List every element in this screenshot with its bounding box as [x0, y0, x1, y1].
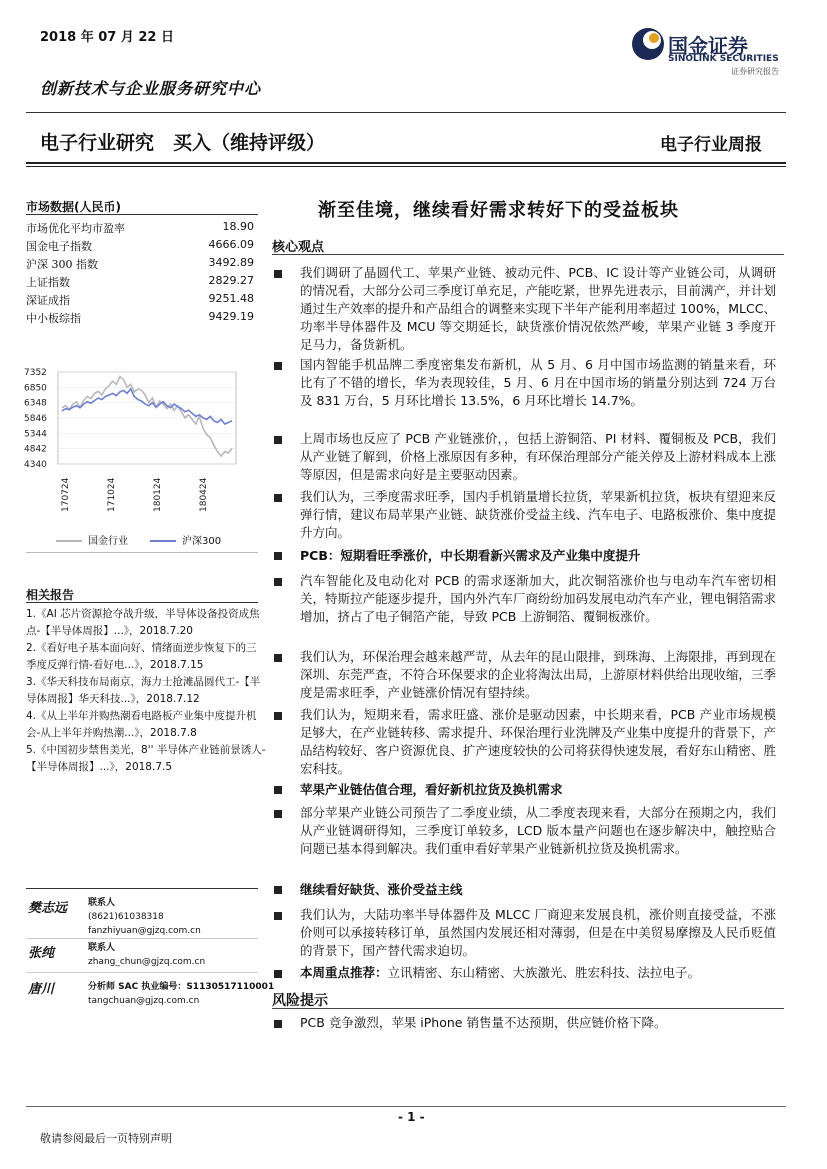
analyst-info: 联系人 (8621)61038318 fanzhiyuan@gjzq.com.cn [88, 898, 201, 936]
market-row: 国金电子指数 4666.09 [26, 238, 254, 253]
market-row: 市场优化平均市盈率 18.90 [26, 220, 254, 235]
sinolink-logo-icon [630, 26, 666, 62]
related-reports-title: 相关报告 [26, 588, 75, 602]
bullet-square-icon [274, 494, 282, 502]
analyst-name: 唐川 [28, 982, 55, 997]
x-tick-label: 170724 [61, 477, 71, 512]
bullet-square-icon [274, 712, 282, 720]
x-tick-label: 180424 [199, 477, 209, 512]
bullet-square-icon [274, 786, 282, 794]
header-rule-top [26, 112, 786, 113]
related-report-item[interactable]: 3.《华天科技布局南京，海力士抢滩晶圆代工-【半导体周报】华天科技...》，2018.7.12 [26, 676, 261, 705]
core-paragraph: 上周市场也反应了 PCB 产业链涨价，，包括上游铜箔、PI 材料、覆铜板及 PCB，我们从产业链了解到，价格上涨原因有多种，有环保治理部分产能关停及上游材料成本上涨等原因，但是需求向好是主要驱动因素。 [300, 431, 776, 482]
analyst-name: 张纯 [28, 946, 55, 961]
legend-line-gray [56, 540, 82, 542]
analyst-email[interactable]: zhang_chun@gjzq.com.cn [88, 957, 206, 967]
apple-paragraph: 部分苹果产业链公司预告了二季度业绩，从二季度表现来看，大部分在预期之内，我们从产业链调研得知，三季度订单较多，LCD 版本量产问题也在逐步解决中，触控贴合问题已基本得到解决。我们重申看好苹果产业链新机拉货及换机需求。 [300, 805, 776, 856]
bullet-square-icon [274, 552, 282, 560]
report-date: 2018 年 07 月 22 日 [40, 30, 174, 45]
apple-subheading: 苹果产业链估值合理，看好新机拉货及换机需求 [300, 782, 563, 797]
core-paragraph: 国内智能手机品牌二季度密集发布新机，从 5 月、6 月中国市场监测的销量来看，环比有了不错的增长，华为表现较佳，5 月、6 月在中国市场的销量分别达到 724 万台及 831 万台，5 月环比增长 13.5%，6 月环比增长 14.7%。 [300, 357, 776, 408]
bullet-square-icon [274, 970, 282, 978]
bullet-square-icon [274, 810, 282, 818]
market-row: 沪深 300 指数 3492.89 [26, 256, 254, 271]
bullet-square-icon [274, 436, 282, 444]
core-view-rule [272, 254, 784, 255]
y-tick-label: 5344 [24, 429, 47, 440]
bullet-square-icon [274, 912, 282, 920]
pcb-subheading: PCB：短期看旺季涨价，中长期看新兴需求及产业集中度提升 [300, 548, 641, 563]
industry-rating: 电子行业研究 买入（维持评级） [40, 132, 326, 154]
pcb-paragraph: 我们认为，环保治理会越来越严苛，从去年的昆山限排，到珠海、上海限排，再到现在深圳、东莞严查，不符合环保要求的企业将淘汰出局，上游原材料供给出现收缩，三季度是需求旺季，产业链涨价情况有望持续。 [300, 649, 776, 700]
analyst-divider [26, 938, 258, 939]
market-row: 上证指数 2829.27 [26, 274, 254, 289]
related-report-item[interactable]: 2.《看好电子基本面向好、情绪面逆步恢复下的三季度反弹行情-看好电...》，2018.7.15 [26, 642, 257, 671]
risk-paragraph: PCB 竞争激烈，苹果 iPhone 销售量不达预期，供应链价格下降。 [300, 1015, 667, 1030]
series-line-1 [62, 389, 232, 424]
report-title: 渐至佳境，继续看好需求转好下的受益板块 [318, 200, 679, 221]
bullet-square-icon [274, 270, 282, 278]
index-chart [22, 360, 262, 530]
analyst-email[interactable]: tangchuan@gjzq.com.cn [88, 996, 200, 1006]
market-row: 中小板综指 9429.19 [26, 310, 254, 325]
shortage-subheading: 继续看好缺货、涨价受益主线 [300, 882, 463, 897]
page-number: - 1 - [398, 1110, 425, 1124]
recommendation: 本周重点推荐：立讯精密、东山精密、大族激光、胜宏科技、法拉电子。 [300, 965, 701, 980]
analyst-email[interactable]: fanzhiyuan@gjzq.com.cn [88, 926, 201, 936]
y-tick-label: 7352 [24, 368, 47, 378]
y-tick-label: 6850 [24, 383, 47, 394]
legend-item-industry: 国金行业 [56, 532, 128, 547]
analyst-divider [26, 972, 258, 973]
y-tick-label: 6348 [24, 398, 47, 409]
logo-cn: 国金证券 [668, 34, 748, 58]
analyst-info: 联系人 zhang_chun@gjzq.com.cn [88, 943, 206, 967]
disclaimer-note: 敬请参阅最后一页特别声明 [40, 1132, 172, 1145]
shortage-paragraph: 我们认为，大陆功率半导体器件及 MLCC 厂商迎来发展良机，涨价则直接受益，不涨价则可以承接转移订单，虽然国内发展还相对薄弱，但是在中美贸易摩擦及人民币贬值的背景下，国产替代需求迫切。 [300, 907, 776, 958]
risk-rule [272, 1008, 784, 1009]
footer-rule [26, 1106, 786, 1107]
market-data-title: 市场数据(人民币) [26, 200, 121, 214]
bullet-square-icon [274, 578, 282, 586]
legend-line-blue [150, 540, 176, 542]
pcb-paragraph: 我们认为，短期来看，需求旺盛、涨价是驱动因素，中长期来看，PCB 产业市场规模足够大，在产业链转移、需求提升、环保治理行业洗牌及产业集中度提升的背景下，产品结构较好、客户资源优良、扩产速度较快的公司将获得快速发展，看好东山精密、胜宏科技。 [300, 707, 776, 776]
chart-rule [26, 552, 258, 553]
bullet-square-icon [274, 1020, 282, 1028]
y-tick-label: 4842 [24, 444, 47, 455]
research-center: 创新技术与企业服务研究中心 [40, 79, 262, 98]
related-report-item[interactable]: 4.《从上半年并购热潮看电路板产业集中度提升机会-从上半年并购热潮...》，2018.7.8 [26, 710, 257, 739]
risk-title: 风险提示 [272, 993, 328, 1009]
header-rule-bottom-2 [26, 166, 786, 167]
logo-en: SINOLINK SECURITIES [668, 54, 779, 64]
related-rule [26, 602, 258, 603]
market-row: 深证成指 9251.48 [26, 292, 254, 307]
series-line-0 [62, 377, 232, 457]
bullet-square-icon [274, 886, 282, 894]
core-paragraph: 我们调研了晶圆代工、苹果产业链、被动元件、PCB、IC 设计等产业链公司，从调研的情况看，大部分公司三季度订单充足，产能吃紧，世界先进表示，目前满产，并计划通过生产效率的提升和产品组合的调整来实现下半年产能利用率超过 100%，MLCC、功率半导体器件及 MCU 等交期延长，缺货涨价情况依然严峻，苹果产业链 3 季度开足马力，备货新机。 [300, 265, 776, 352]
core-view-title: 核心观点 [272, 240, 325, 255]
bullet-square-icon [274, 654, 282, 662]
pcb-paragraph: 汽车智能化及电动化对 PCB 的需求逐渐加大，此次铜箔涨价也与电动车汽车密切相关，特斯拉产能逐步提升，国内外汽车厂商纷纷加码发展电动汽车产业，锂电铜箔需求增加，挤占了电子铜箔产能，导致 PCB 上游铜箔、覆铜板涨价。 [300, 573, 776, 624]
x-tick-label: 180124 [153, 477, 163, 512]
related-report-item[interactable]: 1.《AI 芯片资源抢夺战升级，半导体设备投资成焦点-【半导体周报】...》，2018.7.20 [26, 608, 260, 637]
analyst-info: 分析师 SAC 执业编号：S1130517110001 tangchuan@gjzq.com.cn [88, 982, 275, 1006]
report-type: 电子行业周报 [660, 135, 762, 155]
header-rule-bottom [26, 162, 786, 164]
analyst-rule [26, 888, 258, 889]
market-rule [26, 214, 258, 215]
related-report-item[interactable]: 5.《中国初步禁售美光，8'' 半导体产业链前景诱人-【半导体周报】...》，2018.7.5 [26, 744, 266, 773]
logo-subtitle: 证券研究报告 [731, 67, 779, 76]
bullet-square-icon [274, 362, 282, 370]
analyst-name: 樊志远 [28, 901, 68, 916]
y-tick-label: 5846 [24, 414, 47, 424]
legend-item-hs300: 沪深300 [150, 532, 221, 547]
core-paragraph: 我们认为，三季度需求旺季，国内手机销量增长拉货，苹果新机拉货，板块有望迎来反弹行情，建议布局苹果产业链、缺货涨价受益主线、汽车电子、电路板涨价、集中度提升方向。 [300, 489, 776, 540]
y-tick-label: 4340 [24, 460, 47, 470]
x-tick-label: 171024 [107, 477, 117, 512]
